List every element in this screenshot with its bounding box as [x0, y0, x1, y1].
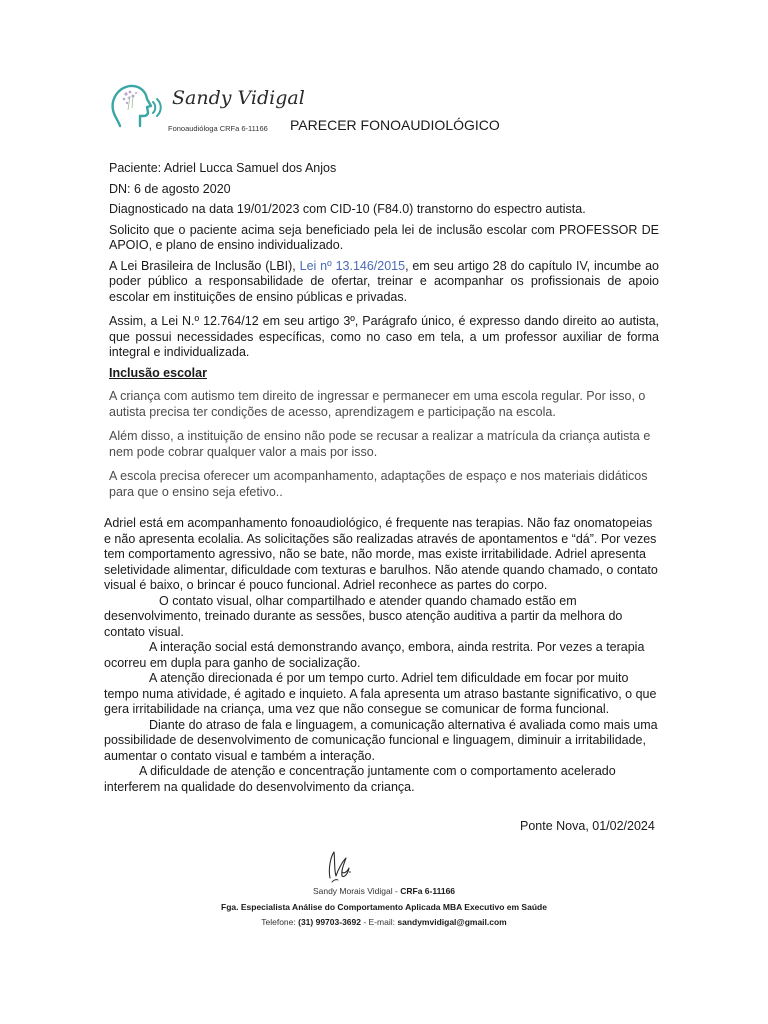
inclusion-paragraph: A escola precisa oferecer um acompanhamento, adaptações de espaço e nos materiais didáticos para que o ensino seja efetivo..	[109, 469, 648, 499]
handwritten-signature-icon	[322, 848, 356, 884]
inclusion-paragraph: Além disso, a instituição de ensino não pode se recusar a realizar a matrícula da criança autista e nem pode cobrar qualquer valor a mais por isso.	[109, 429, 651, 459]
phone-label: Telefone:	[261, 917, 299, 927]
email-address[interactable]: sandymvidigal@gmail.com	[397, 917, 507, 927]
report-paragraph: Diante do atraso de fala e linguagem, a comunicação alternativa é avaliada como mais uma possibilidade de desenvolvimento de comunicação funcional e linguagem, diminuir a irritabilidade, aumentar o contato visual e também a interação.	[104, 717, 658, 763]
lbi-text-after: , em seu artigo 28 do capítulo IV, incumbe ao poder público a responsabilidade de ofertar, treinar e acompanhar os profissionais de apoio escolar em instituições de ensino públicas e privadas.	[109, 258, 659, 304]
signature-name-line	[0, 886, 768, 896]
brand-name: Sandy Vidigal	[172, 87, 305, 109]
therapy-report	[104, 516, 660, 795]
signer-name: Sandy Morais Vidigal	[312, 886, 393, 896]
report-paragraph: A dificuldade de atenção e concentração juntamente com o comportamento acelerado interferem na qualidade do desenvolvimento da criança.	[104, 764, 616, 794]
report-paragraph: Adriel está em acompanhamento fonoaudiológico, é frequente nas terapias. Não faz onomatopeias e não apresenta ecolalia. As solicitações são realizadas através de apontamentos e “dá”. Por vezes tem comportamento agressivo, não se bate, não morde, mas existe irritabilidade. Adriel apresenta seletividade alimentar, dificuldade com texturas e barulhos. Não atende quando chamado, o contato visual é baixo, o brincar é pouco funcional. Adriel reconhece as partes do corpo.	[104, 516, 658, 592]
report-paragraph: A interação social está demonstrando avanço, embora, ainda restrita. Por vezes a terapia ocorreu em dupla para ganho de socialização.	[104, 640, 645, 670]
report-paragraph: A atenção direcionada é por um tempo curto. Adriel tem dificuldade em focar por muito tempo numa atividade, é agitado e inquieto. A fala apresenta um atraso bastante significativo, o que gera irritabilidade na criança, uma vez que não consegue se comunicar de forma funcional.	[104, 671, 657, 716]
place-and-date: Ponte Nova, 01/02/2024	[520, 819, 655, 833]
signer-crfa: CRFa 6-11166	[400, 886, 456, 896]
law-13146-link[interactable]: Lei nº 13.146/2015	[299, 258, 406, 273]
patient-name: Paciente: Adriel Lucca Samuel dos Anjos	[109, 161, 337, 175]
document-title: PARECER FONOAUDIOLÓGICO	[290, 117, 500, 133]
signer-specialty: Fga. Especialista Análise do Comportamento Aplicada MBA Executivo em Saúde	[221, 902, 547, 912]
brand-subtitle: Fonoaudióloga CRFa 6-11166	[168, 124, 268, 133]
patient-dob: DN: 6 de agosto 2020	[109, 181, 231, 196]
lbi-law-paragraph	[109, 259, 659, 306]
report-paragraph: O contato visual, olhar compartilhado e atender quando chamado estão em desenvolvimento, treinado durante as sessões, busco atenção auditiva a partir da melhora do contato visual.	[104, 593, 623, 639]
law-12764-paragraph: Assim, a Lei N.º 12.764/12 em seu artigo 3º, Parágrafo único, é expresso dando direito ao autista, que possui necessidades específicas, como no caso em tela, a um professor auxiliar de forma integral e individualizada.	[109, 314, 659, 359]
patient-info	[109, 161, 659, 361]
inclusion-heading: Inclusão escolar	[109, 366, 207, 380]
signature-separator: -	[392, 886, 401, 896]
phone-number: (31) 99703-3692	[298, 917, 361, 927]
patient-diagnosis: Diagnosticado na data 19/01/2023 com CID-10 (F84.0) transtorno do espectro autista.	[109, 202, 586, 216]
signer-contact	[0, 917, 768, 927]
lbi-text-before: A Lei Brasileira de Inclusão (LBI),	[109, 258, 300, 273]
email-label: - E-mail:	[360, 917, 398, 927]
inclusion-paragraph: A criança com autismo tem direito de ingressar e permanecer em uma escola regular. Por isso, o autista precisa ter condições de acesso, aprendizagem e participação na escola.	[109, 389, 646, 419]
inclusion-section	[109, 389, 661, 500]
speech-head-logo-icon	[106, 80, 166, 134]
support-request: Solicito que o paciente acima seja beneficiado pela lei de inclusão escolar com PROFESSOR DE APOIO, e plano de ensino individualizado.	[109, 222, 659, 252]
